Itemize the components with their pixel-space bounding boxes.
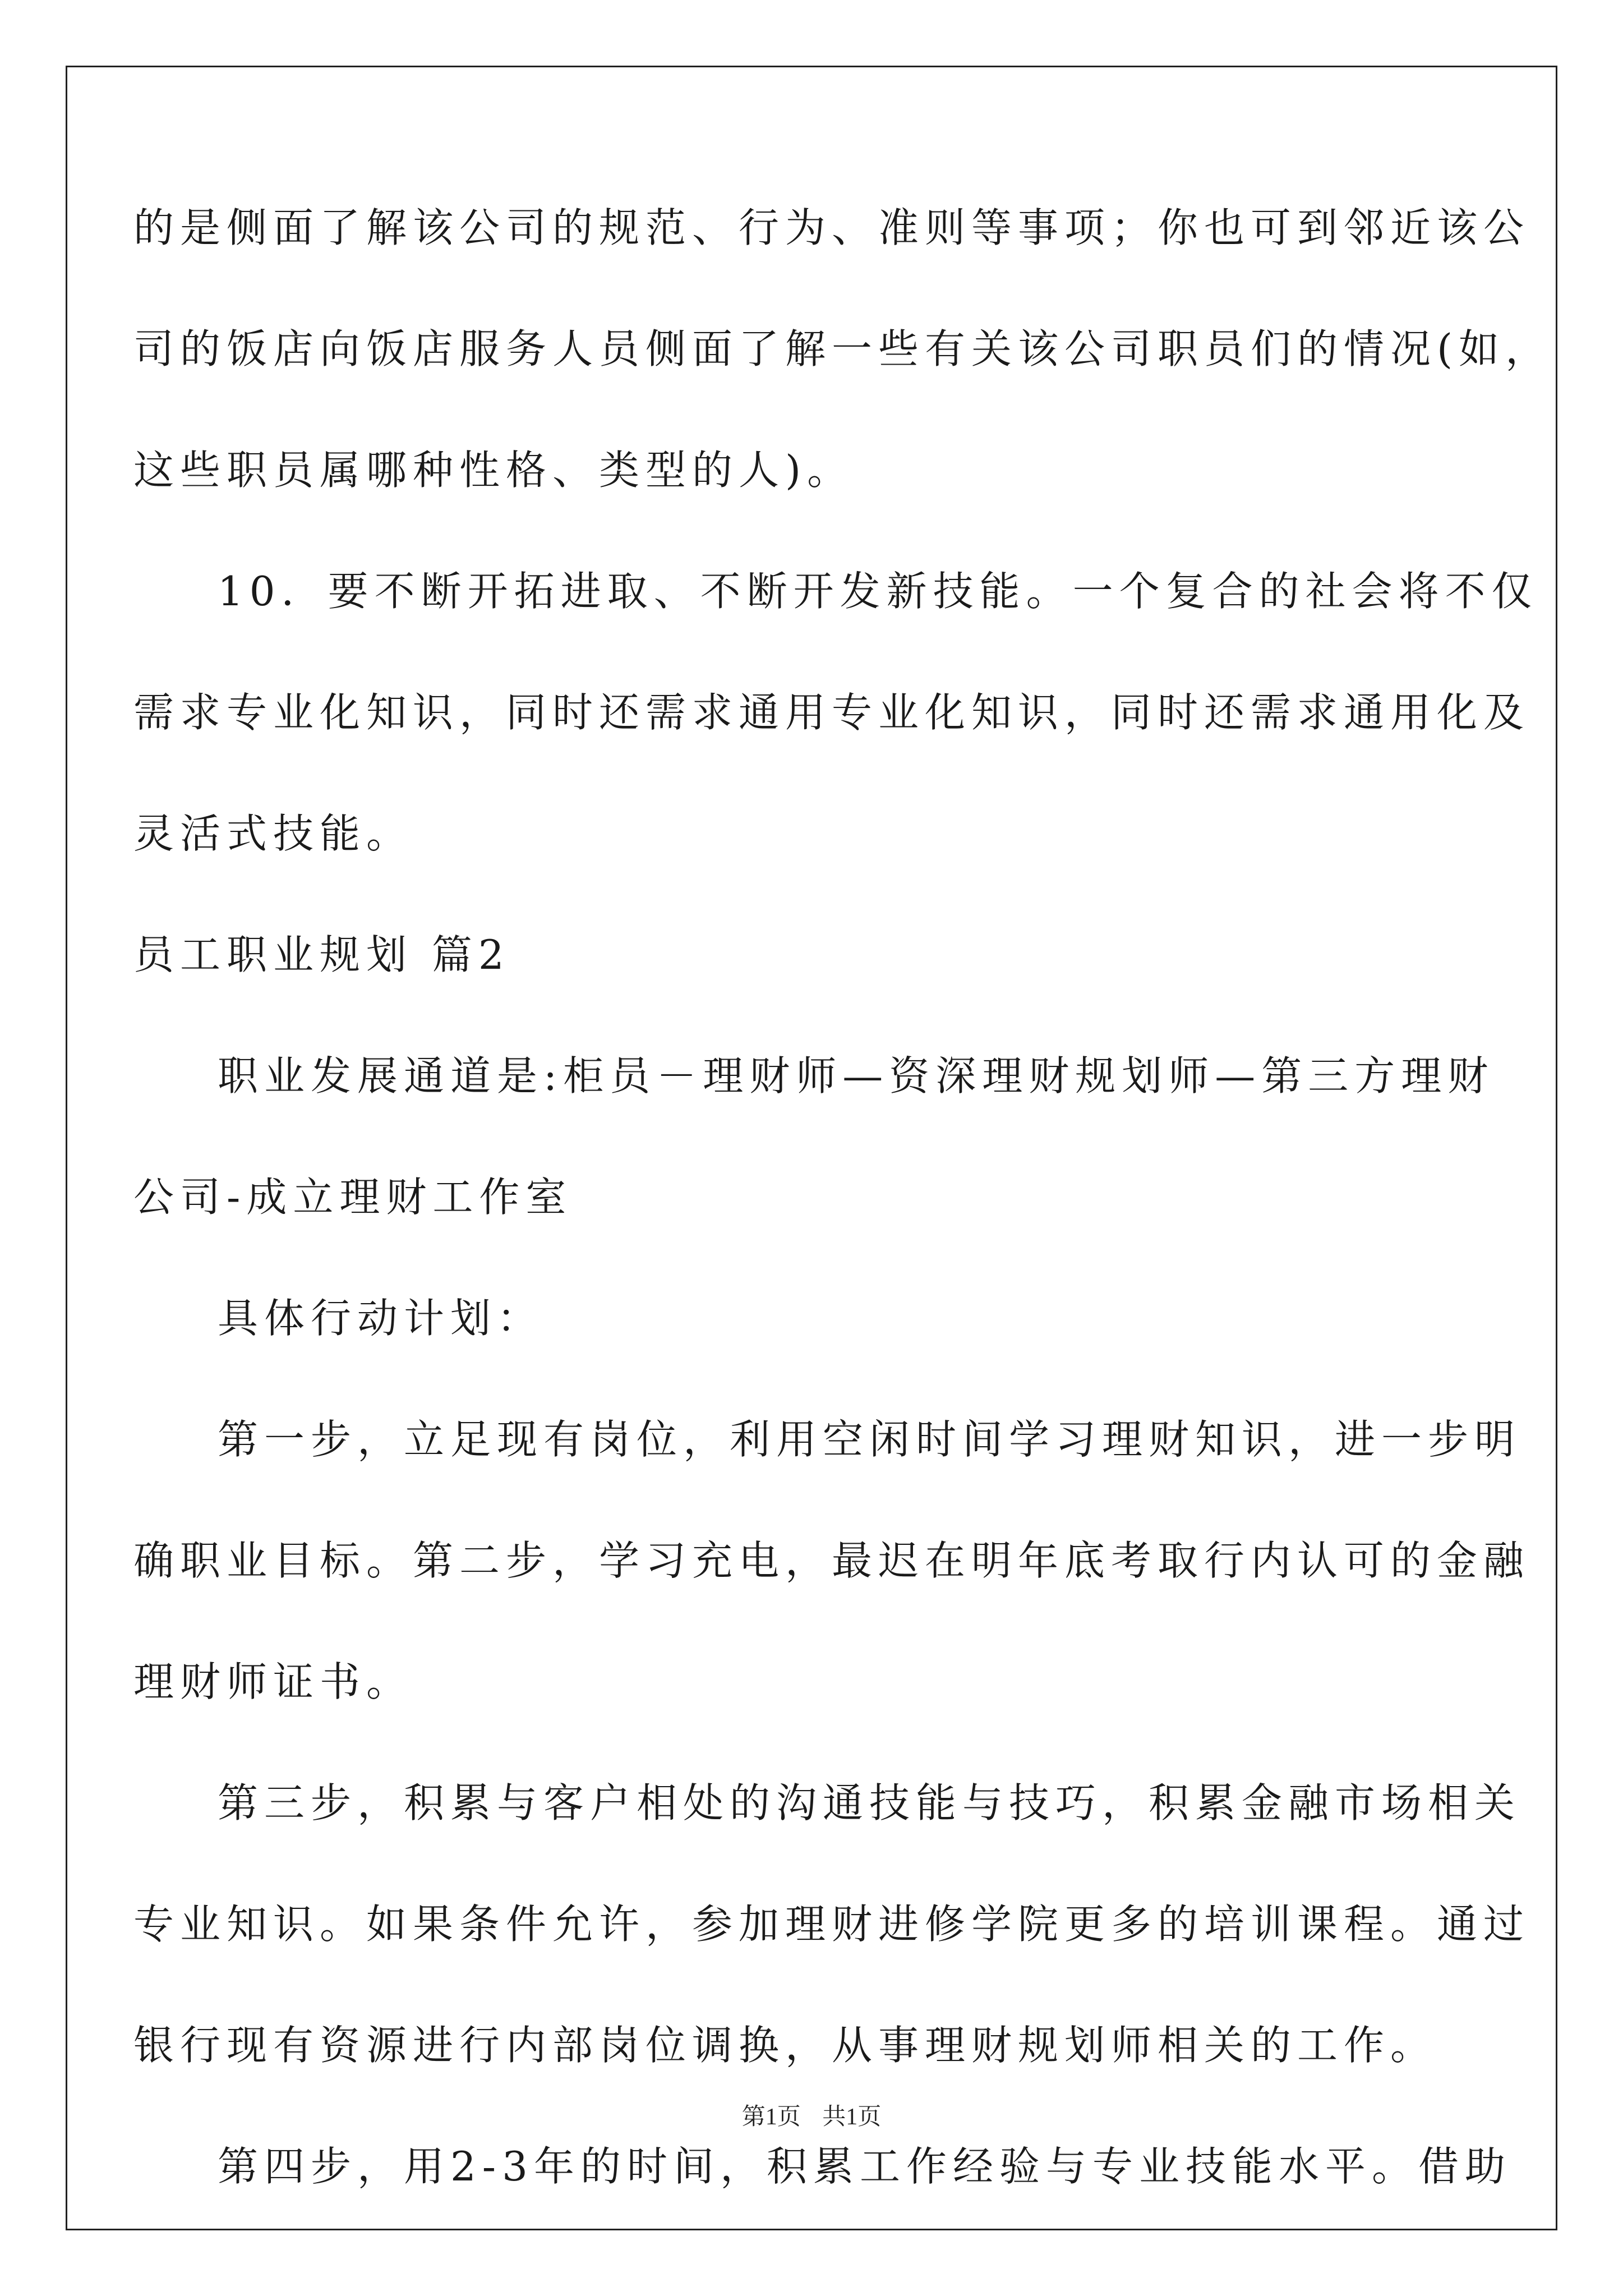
text-line: 这些职员属哪种性格、类型的人)。 [133, 447, 854, 494]
page-footer [0, 2098, 1623, 2132]
text-line: 司的饭店向饭店服务人员侧面了解一些有关该公司职员们的情况(如， [133, 325, 1552, 372]
text-line: 需求专业化知识，同时还需求通用专业化知识，同时还需求通用化及 [133, 689, 1530, 736]
text-line: 第三步，积累与客户相处的沟通技能与技巧，积累金融市场相关 [218, 1779, 1521, 1826]
text-line: 职业发展通道是:柜员－理财师—资深理财规划师—第三方理财 [218, 1052, 1495, 1099]
text-line: 理财师证书。 [133, 1658, 413, 1705]
text-line: 具体行动计划： [218, 1295, 544, 1342]
text-line: 第四步，用2-3年的时间，积累工作经验与专业技能水平。借助 [218, 2143, 1511, 2190]
text-line: 10．要不断开拓进取、不断开发新技能。一个复合的社会将不仅 [218, 568, 1538, 615]
text-line: 的是侧面了解该公司的规范、行为、准则等事项；你也可到邻近该公 [133, 204, 1530, 251]
text-line: 公司-成立理财工作室 [133, 1174, 573, 1221]
section-heading: 员工职业规划 篇2 [133, 931, 510, 978]
page-number: 第1页 [741, 2104, 801, 2130]
text-line: 确职业目标。第二步，学习充电，最迟在明年底考取行内认可的金融 [133, 1537, 1530, 1584]
text-line: 银行现有资源进行内部岗位调换，从事理财规划师相关的工作。 [133, 2022, 1437, 2069]
page-total: 共1页 [822, 2104, 882, 2130]
text-line: 专业知识。如果条件允许，参加理财进修学院更多的培训课程。通过 [133, 1901, 1530, 1948]
text-line: 灵活式技能。 [133, 810, 413, 857]
text-line: 第一步，立足现有岗位，利用空闲时间学习理财知识，进一步明 [218, 1416, 1521, 1463]
